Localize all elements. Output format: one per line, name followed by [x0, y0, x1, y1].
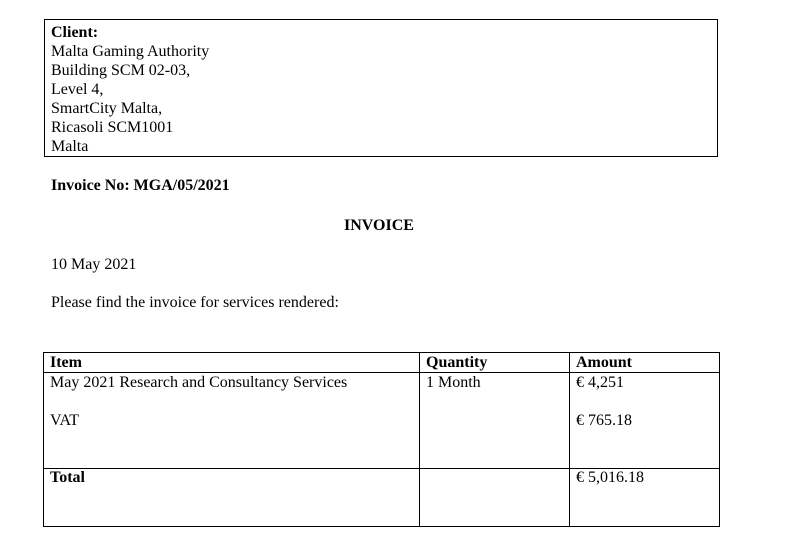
client-address-line: Malta — [51, 138, 89, 155]
column-header-item: Item — [44, 353, 420, 373]
intro-text: Please find the invoice for services rendered: — [51, 294, 339, 311]
total-amount: € 5,016.18 — [570, 469, 720, 527]
column-header-quantity: Quantity — [420, 353, 570, 373]
item-amount: € 4,251 — [576, 374, 624, 391]
total-row — [44, 469, 720, 527]
total-quantity — [420, 469, 570, 527]
item-amount: € 765.18 — [576, 412, 632, 429]
client-address-line: SmartCity Malta, — [51, 100, 163, 117]
total-label: Total — [44, 469, 420, 527]
invoice-number: Invoice No: MGA/05/2021 — [51, 177, 230, 194]
item-cell — [44, 373, 420, 469]
document-title: INVOICE — [344, 217, 414, 234]
client-address-line: Building SCM 02-03, — [51, 62, 191, 79]
amount-cell — [570, 373, 720, 469]
item-description: VAT — [50, 412, 80, 429]
table-header-row — [44, 353, 720, 373]
table-row — [44, 373, 720, 469]
client-label: Client: — [51, 24, 99, 41]
item-description: May 2021 Research and Consultancy Services — [50, 374, 348, 391]
client-address-line: Level 4, — [51, 81, 104, 98]
invoice-items-table — [43, 352, 720, 527]
item-quantity: 1 Month — [426, 374, 481, 391]
quantity-cell — [420, 373, 570, 469]
client-address-line: Malta Gaming Authority — [51, 43, 210, 60]
column-header-amount: Amount — [570, 353, 720, 373]
invoice-date: 10 May 2021 — [51, 256, 137, 273]
client-address-box — [44, 19, 718, 157]
client-address-line: Ricasoli SCM1001 — [51, 119, 174, 136]
